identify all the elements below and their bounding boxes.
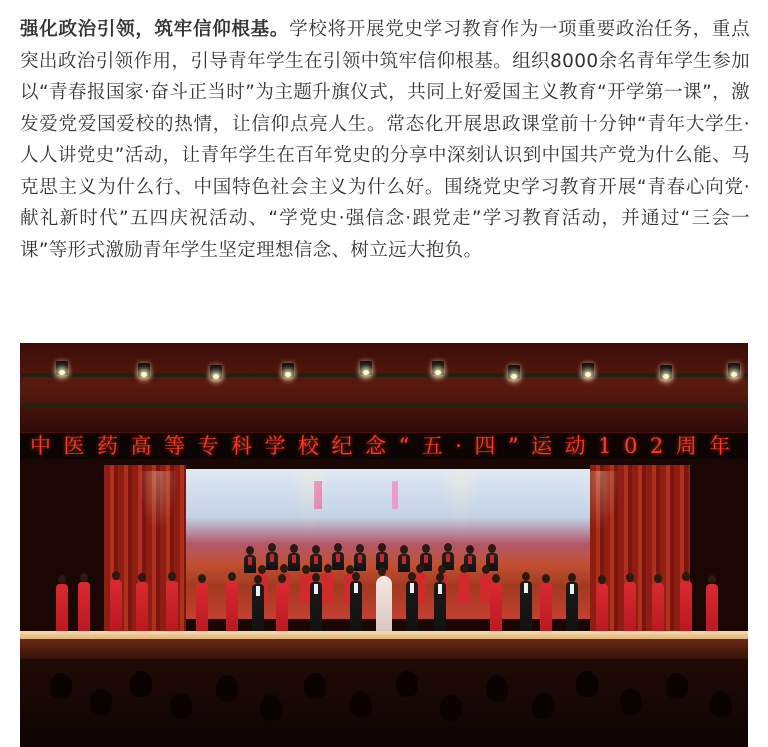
audience bbox=[20, 659, 748, 747]
banner-text: 中医药高等专科学校纪念“五·四”运动102周年 bbox=[30, 434, 743, 458]
light-beam bbox=[440, 471, 480, 531]
audience-head bbox=[532, 693, 554, 719]
audience-head bbox=[620, 689, 642, 715]
light-beam bbox=[580, 471, 620, 531]
screen-accent bbox=[392, 481, 398, 509]
light-beam bbox=[138, 471, 178, 531]
audience-head bbox=[170, 693, 192, 719]
spotlight bbox=[508, 365, 520, 379]
audience-head bbox=[50, 673, 72, 699]
light-rail bbox=[20, 373, 748, 377]
spotlight bbox=[582, 363, 594, 377]
spotlight bbox=[432, 361, 444, 375]
light-beam bbox=[290, 471, 330, 531]
audience-head bbox=[350, 691, 372, 717]
led-banner bbox=[20, 432, 748, 460]
spotlight bbox=[138, 363, 150, 377]
audience-head bbox=[440, 695, 462, 721]
ceiling bbox=[20, 343, 748, 438]
audience-head bbox=[396, 671, 418, 697]
audience-head bbox=[576, 671, 598, 697]
audience-head bbox=[486, 675, 508, 701]
audience-head bbox=[710, 691, 732, 717]
article-paragraph bbox=[20, 14, 750, 266]
audience-head bbox=[90, 689, 112, 715]
article-lead: 强化政治引领，筑牢信仰根基。 bbox=[20, 19, 290, 40]
spotlight bbox=[360, 361, 372, 375]
stage-photo bbox=[20, 343, 748, 747]
spotlight bbox=[660, 365, 672, 379]
audience-head bbox=[130, 671, 152, 697]
spotlight bbox=[210, 365, 222, 379]
light-rail bbox=[20, 403, 748, 407]
article-body: 学校将开展党史学习教育作为一项重要政治任务，重点突出政治引领作用，引导青年学生在引领中筑牢信仰根基。组织8000余名青年学生参加以“青春报国家·奋斗正当时”为主题升旗仪式，共同上好爱国主义教育“开学第一课”，激发爱党爱国爱校的热情，让信仰点亮人生。常态化开展思政课堂前十分钟“青年大学生·人人讲党史”活动，让青年学生在百年党史的分享中深刻认识到中国共产党为什么能、马克思主义为什么行、中国特色社会主义为什么好。围绕党史学习教育开展“青春心向党·献礼新时代”五四庆祝活动、“学党史·强信念·跟党走”学习教育活动，并通过“三会一课”等形式激励青年学生坚定理想信念、树立远大抱负。 bbox=[20, 19, 751, 261]
spotlight bbox=[56, 361, 68, 375]
spotlight bbox=[282, 363, 294, 377]
audience-head bbox=[260, 695, 282, 721]
spotlight bbox=[728, 363, 740, 377]
audience-head bbox=[304, 673, 326, 699]
audience-head bbox=[666, 673, 688, 699]
audience-head bbox=[216, 675, 238, 701]
